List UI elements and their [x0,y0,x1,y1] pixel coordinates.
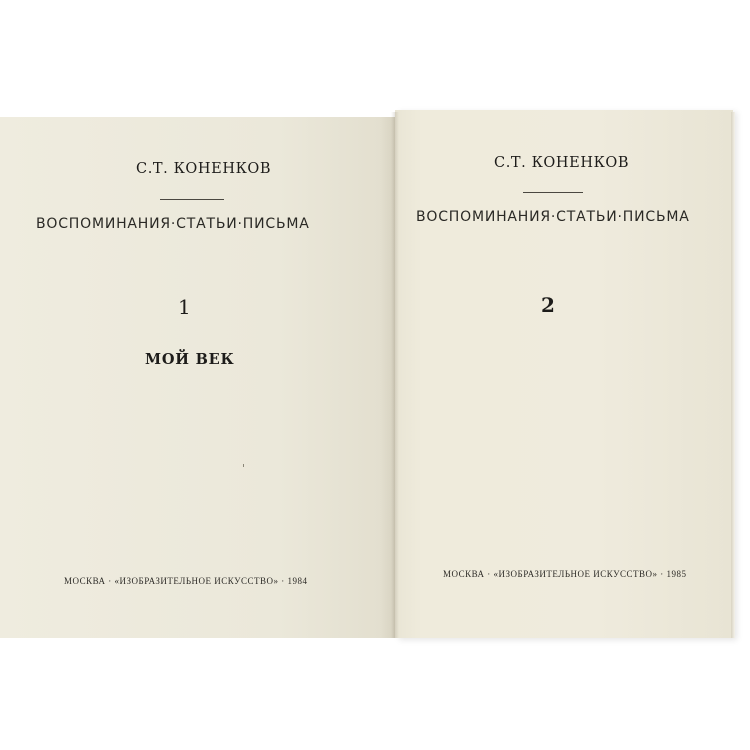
left-volume-title: МОЙ ВЕК [145,351,235,368]
right-imprint: МОСКВА · «ИЗОБРАЗИТЕЛЬНОЕ ИСКУССТВО» · 1985 [443,569,687,579]
left-subtitle: ВОСПОМИНАНИЯ·СТАТЬИ·ПИСЬМА [36,216,310,232]
left-volume-number: 1 [178,295,191,319]
left-author-name: С.Т. КОНЕНКОВ [136,161,272,177]
left-imprint: МОСКВА · «ИЗОБРАЗИТЕЛЬНОЕ ИСКУССТВО» · 1984 [64,576,308,586]
right-volume-number: 2 [541,293,555,317]
right-subtitle: ВОСПОМИНАНИЯ·СТАТЬИ·ПИСЬМА [416,209,690,225]
left-divider-rule [160,199,224,200]
right-author-name: С.Т. КОНЕНКОВ [494,155,630,171]
paper-speck [243,464,244,467]
left-title-page [0,117,396,638]
right-divider-rule [523,192,583,193]
page-edge [731,112,735,638]
book-gutter-shadow [391,112,399,638]
right-title-page [395,110,733,638]
